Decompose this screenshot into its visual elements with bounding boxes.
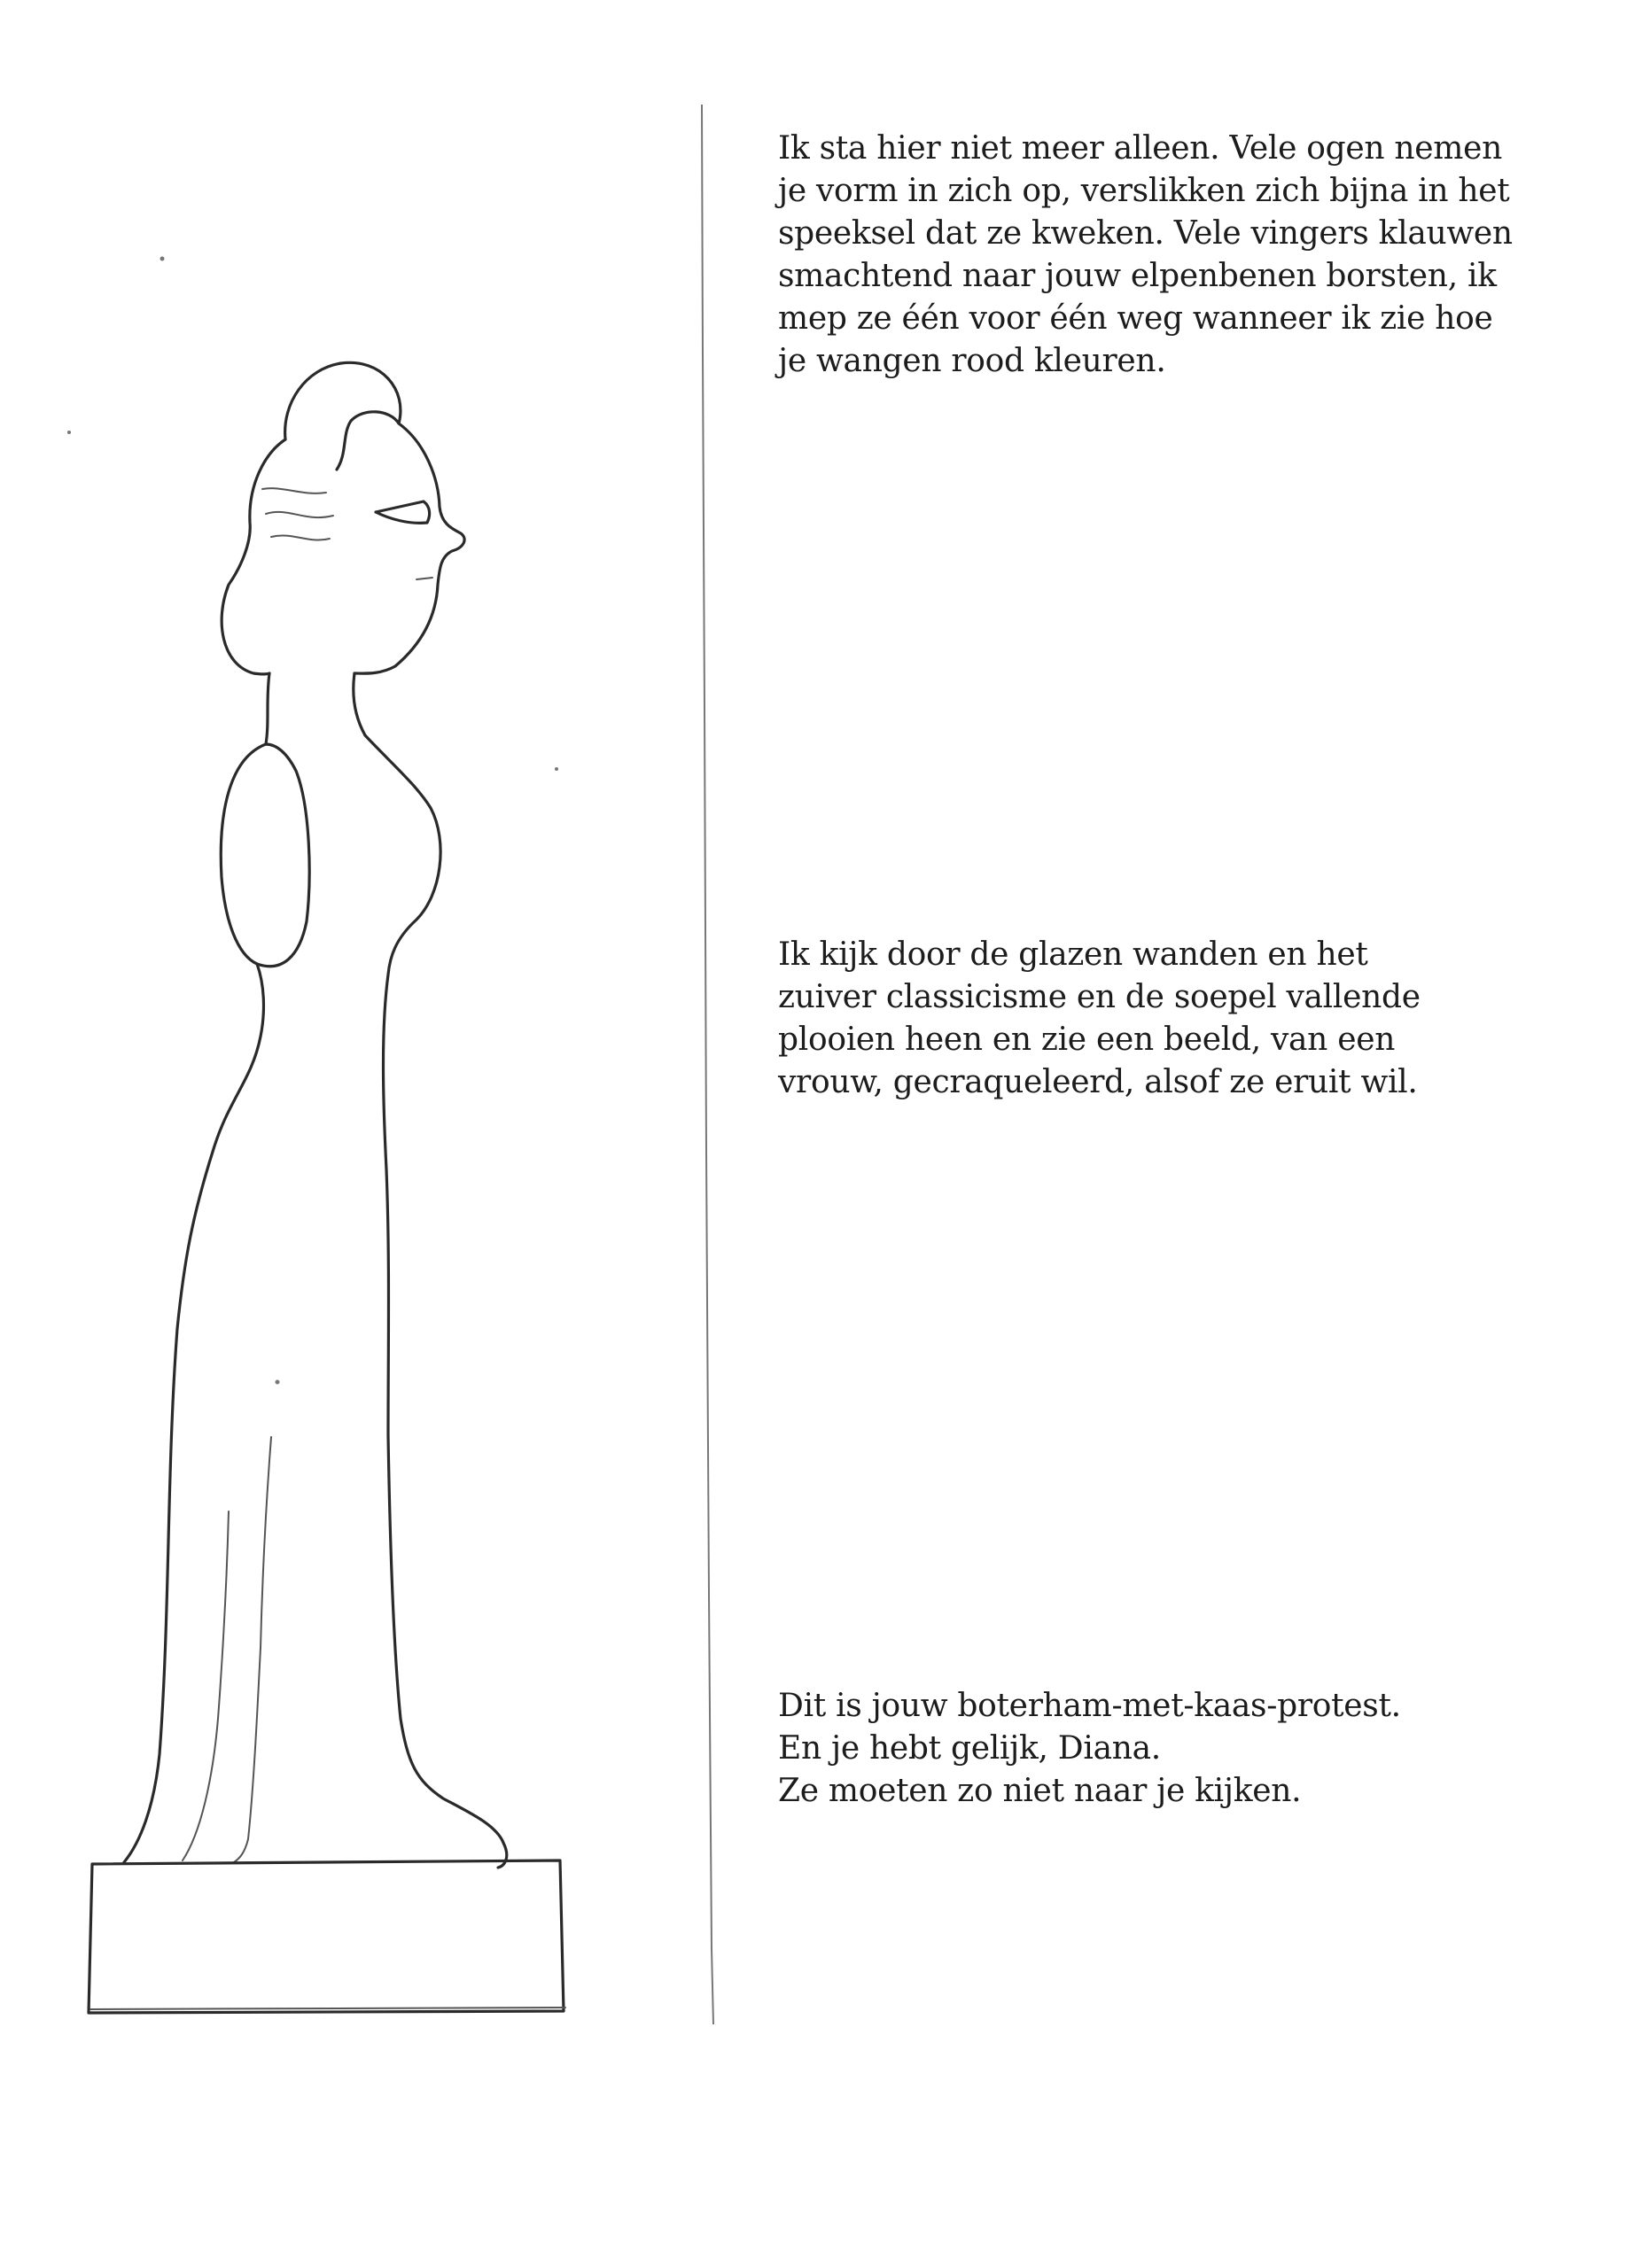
poem-line: Ik sta hier niet meer alleen. Vele ogen nemen xyxy=(778,130,1502,167)
statue-arm xyxy=(221,744,309,967)
statue-face xyxy=(354,423,464,673)
pencil-speck xyxy=(555,767,558,771)
statue-mouth xyxy=(416,578,432,579)
pencil-speck xyxy=(276,1380,280,1385)
poem-line: speeksel dat ze kweken. Vele vingers klauwen xyxy=(778,215,1513,252)
poem-line: En je hebt gelijk, Diana. xyxy=(778,1730,1161,1767)
statue-torso-back xyxy=(124,964,263,1862)
statue-gown-fold xyxy=(234,1437,271,1862)
poem-line: Dit is jouw boterham-met-kaas-protest. xyxy=(778,1688,1401,1724)
poem-stanza-1 xyxy=(778,128,1576,383)
statue-torso-front xyxy=(365,735,507,1868)
statue-figure xyxy=(89,362,565,2013)
statue-hair-strand xyxy=(266,512,333,517)
statue-hair-strand xyxy=(271,535,330,540)
statue-eye xyxy=(376,501,430,523)
statue-pedestal xyxy=(89,1860,564,2013)
poem-line: plooien heen en zie een beeld, van een xyxy=(778,1021,1396,1058)
statue-pedestal-edge xyxy=(90,2008,565,2009)
statue-neck-back xyxy=(266,673,269,744)
poem-line: mep ze één voor één weg wanneer ik zie hoe xyxy=(778,300,1493,337)
poem-stanza-3 xyxy=(778,1685,1576,1813)
poem-stanza-2 xyxy=(778,934,1576,1104)
pencil-speck xyxy=(67,431,71,434)
statue-hair-strand xyxy=(262,488,326,493)
statue-hair xyxy=(285,362,401,470)
vertical-divider-line xyxy=(702,105,713,2024)
poem-line: je vorm in zich op, verslikken zich bijna in het xyxy=(778,173,1510,209)
poem-line: smachtend naar jouw elpenbenen borsten, ik xyxy=(778,258,1497,294)
poem-line: je wangen rood kleuren. xyxy=(778,343,1166,379)
poem-line: zuiver classicisme en de soepel vallende xyxy=(778,979,1421,1015)
pencil-speck xyxy=(160,257,165,261)
statue-head-back xyxy=(222,439,285,674)
statue-gown-fold xyxy=(183,1511,229,1860)
poem-line: Ze moeten zo niet naar je kijken. xyxy=(778,1773,1302,1809)
statue-neck-front xyxy=(354,673,365,735)
poem-line: Ik kijk door de glazen wanden en het xyxy=(778,936,1368,973)
poem-line: vrouw, gecraqueleerd, alsof ze eruit wil. xyxy=(778,1064,1418,1100)
